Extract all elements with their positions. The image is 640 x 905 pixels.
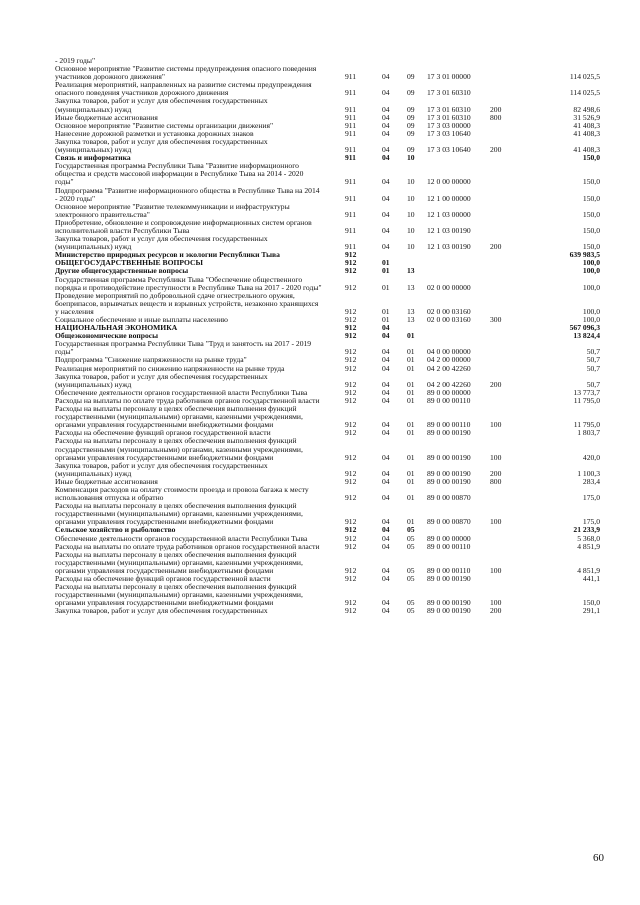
row-target-article: 17 3 01 60310 [427,88,471,98]
row-amount: 50,7 [586,379,600,389]
row-section-code: 04 [382,355,390,365]
row-amount: 13 773,7 [573,387,600,397]
row-name: Расходы на выплаты персоналу в целях обеспечения выполнения функций государственными (муниципальными) органами, казенными учреждениями, органами управления государственными внебюджетными фондами [55,501,303,527]
row-target-article: 89 0 00 00110 [427,541,471,551]
row-amount: 175,0 [582,517,600,527]
table-row [55,373,600,389]
row-name: Основное мероприятие "Развитие системы предупреждения опасного поведения участников дорожного движения" [55,64,317,82]
row-name: Нанесение дорожной разметки и установка дорожных знаков [55,128,254,138]
table-row [55,437,600,461]
row-subsection-code: 01 [407,493,415,503]
row-admin-code: 912 [345,468,357,478]
row-section-code: 04 [382,104,390,114]
row-amount: 41 408,3 [573,120,600,130]
table-row [55,583,600,607]
row-section-code: 04 [382,476,390,486]
row-name: Закупка товаров, работ и услуг для обеспечения государственных (муниципальных) нужд [55,136,268,155]
row-subsection-code: 13 [407,282,415,292]
row-section-code: 04 [382,323,390,333]
row-section-code: 01 [382,306,390,316]
row-name: НАЦИОНАЛЬНАЯ ЭКОНОМИКА [55,323,178,333]
row-target-article: 17 3 03 10640 [427,145,471,155]
row-admin-code: 912 [345,387,357,397]
row-section-code: 04 [382,468,390,478]
row-name: ОБЩЕГОСУДАРСТВЕННЫЕ ВОПРОСЫ [55,258,203,268]
row-target-article: 89 0 00 00000 [427,533,471,543]
row-name: Расходы на обеспечение функций органов государственной власти [55,574,271,583]
row-name: - 2019 годы" [55,56,96,65]
row-target-article: 04 2 00 42260 [427,363,471,373]
row-admin-code: 912 [345,493,357,503]
row-admin-code: 912 [345,315,357,324]
row-subsection-code: 01 [407,331,415,341]
row-subsection-code: 09 [407,145,415,155]
row-admin-code: 912 [345,476,357,486]
table-row [55,97,600,113]
table-row [55,405,600,429]
row-section-code: 04 [382,387,390,397]
row-subsection-code: 05 [407,541,415,551]
row-admin-code: 912 [345,517,357,527]
table-row [55,462,600,478]
row-name: Расходы на выплаты по оплате труда работников органов государственной власти [55,541,320,551]
table-row [55,340,600,356]
row-expense-type: 200 [490,145,502,155]
row-expense-type: 200 [490,468,502,478]
row-subsection-code: 13 [407,306,415,316]
row-amount: 4 851,9 [577,541,600,551]
row-subsection-code: 01 [407,347,415,357]
row-name: Основное мероприятие "Развитие телекоммуникации и инфраструктуры электронного правительства" [55,201,290,219]
row-admin-code: 912 [345,363,357,373]
row-amount: 4 851,9 [577,565,600,575]
row-expense-type: 800 [490,112,502,122]
row-target-article: 12 1 03 00190 [427,225,471,235]
row-amount: 114 025,5 [569,88,600,98]
row-amount: 100,0 [582,282,600,292]
row-name: Реализация мероприятий по снижению напряженности на рынке труда [55,363,285,373]
row-admin-code: 912 [345,606,357,616]
row-target-article: 12 1 00 00000 [427,193,471,203]
row-section-code: 04 [382,541,390,551]
row-admin-code: 911 [345,120,357,130]
row-name: Государственная программа Республики Тыва "Развитие информационного общества и средств массовой информации в Республике Тыва на 2014 - 2020 годы" [55,161,304,187]
row-amount: 11 795,0 [573,395,600,405]
budget-table [55,57,600,615]
row-name: Компенсация расходов на оплату стоимости проезда и провоза багажа к месту использования отпуска и обратно [55,484,309,503]
row-target-article: 17 3 03 00000 [427,120,471,130]
row-section-code: 04 [382,209,390,219]
row-name: Другие общегосударственные вопросы [55,266,189,276]
row-name: Реализация мероприятий, направленных на развитие системы предупреждения опасного поведения участников дорожного движения [55,80,312,98]
row-admin-code: 912 [345,525,357,535]
row-section-code: 04 [382,331,390,341]
row-admin-code: 911 [345,153,356,163]
page-number: 60 [593,852,604,864]
row-admin-code: 912 [345,250,357,260]
row-amount: 1 100,3 [577,468,600,478]
row-admin-code: 911 [345,225,357,235]
row-target-article: 89 0 00 00190 [427,452,471,462]
row-target-article: 89 0 00 00190 [427,468,471,478]
row-subsection-code: 10 [407,242,415,252]
row-amount: 150,0 [582,225,600,235]
row-name: Связь и информатика [55,153,131,163]
row-amount: 50,7 [586,355,600,365]
row-name: Расходы на выплаты персоналу в целях обеспечения выполнения функций государственными (муниципальными) органами, казенными учреждениями, органами управления государственными внебюджетными фондами [55,404,303,430]
row-section-code: 01 [382,258,390,268]
row-amount: 41 408,3 [573,128,600,138]
row-amount: 100,0 [582,258,600,268]
row-name: Расходы на выплаты по оплате труда работников органов государственной власти [55,395,320,405]
row-subsection-code: 05 [407,574,415,583]
row-section-code: 04 [382,606,390,616]
row-subsection-code: 05 [407,606,415,616]
row-admin-code: 912 [345,331,357,341]
row-target-article: 89 0 00 00870 [427,517,471,527]
row-name: Подпрограмма "Развитие информационного общества в Республике Тыва на 2014 - 2020 годы" [55,185,320,203]
row-target-article: 17 3 01 00000 [427,72,471,82]
row-amount: 50,7 [586,347,600,357]
row-section-code: 04 [382,225,390,235]
row-target-article: 12 0 00 00000 [427,177,471,187]
row-section-code: 04 [382,128,390,138]
row-section-code: 01 [382,266,390,276]
row-admin-code: 912 [345,395,357,405]
row-target-article: 04 0 00 00000 [427,347,471,357]
row-expense-type: 300 [490,315,502,324]
row-target-article: 12 1 03 00190 [427,242,471,252]
row-target-article: 89 0 00 00000 [427,387,471,397]
row-name: Расходы на выплаты персоналу в целях обеспечения выполнения функций государственными (муниципальными) органами, казенными учреждениями, органами управления государственными внебюджетными фондами [55,582,303,608]
row-name: Расходы на выплаты персоналу в целях обеспечения выполнения функций государственными (муниципальными) органами, казенными учреждениями, органами управления государственными внебюджетными фондами [55,549,303,575]
row-name: Закупка товаров, работ и услуг для обеспечения государственных (муниципальных) нужд [55,234,268,252]
row-amount: 21 233,9 [573,525,600,535]
row-amount: 13 824,4 [573,331,600,341]
row-name: Подпрограмма "Снижение напряженности на рынке труда" [55,355,247,365]
row-name: Обеспечение деятельности органов государственной власти Республики Тыва [55,533,308,543]
table-row [55,486,600,502]
row-admin-code: 912 [345,258,357,268]
table-row [55,219,600,235]
table-row [55,551,600,575]
row-name: Закупка товаров, работ и услуг для обеспечения государственных [55,606,268,616]
row-amount: 291,1 [582,606,600,616]
row-subsection-code: 09 [407,72,415,82]
row-section-code: 04 [382,452,390,462]
row-amount: 150,0 [582,209,600,219]
row-section-code: 04 [382,574,390,583]
row-admin-code: 911 [345,209,357,219]
row-amount: 283,4 [582,476,600,486]
row-amount: 41 408,3 [573,145,600,155]
row-name: Иные бюджетные ассигнования [55,112,158,122]
row-subsection-code: 05 [407,598,415,608]
row-admin-code: 912 [345,565,357,575]
row-target-article: 12 1 03 00000 [427,209,471,219]
row-expense-type: 200 [490,379,502,389]
table-row [55,203,600,219]
row-section-code: 04 [382,112,390,122]
row-amount: 150,0 [582,598,600,608]
row-amount: 31 526,9 [573,112,600,122]
row-amount: 441,1 [582,574,600,583]
row-name: Закупка товаров, работ и услуг для обеспечения государственных (муниципальных) нужд [55,371,268,389]
row-admin-code: 912 [345,347,357,357]
row-target-article: 89 0 00 00190 [427,428,471,438]
row-subsection-code: 10 [407,153,415,163]
row-name: Государственная программа Республики Тыва "Труд и занятость на 2017 - 2019 годы" [55,339,312,357]
row-section-code: 04 [382,242,390,252]
row-admin-code: 911 [345,177,357,187]
row-amount: 50,7 [586,363,600,373]
row-target-article: 89 0 00 00110 [427,395,471,405]
row-admin-code: 912 [345,306,357,316]
row-name: Проведение мероприятий по добровольной сдаче огнестрельного оружия, боеприпасов, взрывчатых веществ и взрывных устройств, незаконно хранящихся у населения [55,290,319,316]
row-admin-code: 911 [345,88,357,98]
row-admin-code: 912 [345,541,357,551]
row-admin-code: 911 [345,128,357,138]
row-subsection-code: 05 [407,525,415,535]
row-target-article: 02 0 00 03160 [427,306,471,316]
row-section-code: 04 [382,153,390,163]
row-amount: 1 803,7 [577,428,600,438]
row-amount: 150,0 [582,193,600,203]
row-amount: 100,0 [582,306,600,316]
row-section-code: 01 [382,315,390,324]
row-name: Расходы на обеспечение функций органов государственной власти [55,428,271,438]
row-name: Закупка товаров, работ и услуг для обеспечения государственных (муниципальных) нужд [55,96,268,114]
row-expense-type: 100 [490,565,502,575]
row-section-code: 04 [382,517,390,527]
table-row [55,138,600,154]
row-expense-type: 200 [490,104,502,114]
row-section-code: 04 [382,420,390,430]
row-subsection-code: 09 [407,120,415,130]
table-row [55,187,600,203]
row-amount: 175,0 [582,493,600,503]
row-target-article: 89 0 00 00870 [427,493,471,503]
row-subsection-code: 01 [407,395,415,405]
row-target-article: 17 3 01 60310 [427,112,471,122]
row-name: Сельское хозяйство и рыболовство [55,525,176,535]
row-name: Закупка товаров, работ и услуг для обеспечения государственных (муниципальных) нужд [55,460,268,478]
table-row [55,276,600,292]
row-section-code: 04 [382,145,390,155]
row-section-code: 04 [382,598,390,608]
row-expense-type: 800 [490,476,502,486]
row-subsection-code: 01 [407,476,415,486]
row-amount: 150,0 [582,177,600,187]
row-subsection-code: 09 [407,128,415,138]
row-admin-code: 911 [345,72,357,82]
row-amount: 567 096,3 [569,323,600,333]
row-admin-code: 911 [345,145,357,155]
row-amount: 11 795,0 [573,420,600,430]
row-amount: 114 025,5 [569,72,600,82]
table-row [55,607,600,615]
row-section-code: 04 [382,493,390,503]
row-subsection-code: 10 [407,177,415,187]
row-subsection-code: 13 [407,315,415,324]
row-section-code: 04 [382,395,390,405]
row-name: Общеэкономические вопросы [55,331,159,341]
row-subsection-code: 01 [407,363,415,373]
row-subsection-code: 01 [407,452,415,462]
table-row [55,292,600,316]
row-amount: 5 368,0 [577,533,600,543]
table-row [55,81,600,97]
table-row [55,162,600,186]
row-admin-code: 911 [345,193,357,203]
row-expense-type: 100 [490,598,502,608]
row-target-article: 17 3 03 10640 [427,128,471,138]
row-admin-code: 912 [345,355,357,365]
row-subsection-code: 10 [407,193,415,203]
row-name: Государственная программа Республики Тыва "Обеспечение общественного порядка и противодействие преступности в Республике Тыва на 2017 - 2020 годы" [55,274,322,292]
row-target-article: 89 0 00 00110 [427,420,471,430]
row-admin-code: 911 [345,242,357,252]
row-target-article: 04 2 00 00000 [427,355,471,365]
table-row [55,65,600,81]
row-section-code: 04 [382,379,390,389]
row-section-code: 04 [382,363,390,373]
row-subsection-code: 10 [407,225,415,235]
row-amount: 150,0 [582,242,600,252]
row-section-code: 04 [382,88,390,98]
row-target-article: 89 0 00 00190 [427,476,471,486]
row-admin-code: 912 [345,379,357,389]
row-subsection-code: 13 [407,266,415,276]
row-subsection-code: 01 [407,428,415,438]
row-subsection-code: 05 [407,533,415,543]
row-name: Обеспечение деятельности органов государственной власти Республики Тыва [55,387,308,397]
row-section-code: 04 [382,193,390,203]
table-row [55,502,600,526]
row-admin-code: 912 [345,428,357,438]
row-section-code: 04 [382,347,390,357]
row-subsection-code: 09 [407,88,415,98]
row-admin-code: 911 [345,104,357,114]
row-target-article: 04 2 00 42260 [427,379,471,389]
row-amount: 150,0 [582,153,600,163]
row-amount: 420,0 [582,452,600,462]
row-admin-code: 912 [345,282,357,292]
row-section-code: 04 [382,565,390,575]
row-section-code: 01 [382,282,390,292]
row-admin-code: 912 [345,266,357,276]
row-section-code: 04 [382,428,390,438]
row-name: Основное мероприятие "Развитие системы организации движения" [55,120,274,130]
row-target-article: 89 0 00 00190 [427,574,471,583]
row-name: Социальное обеспечение и иные выплаты населению [55,315,228,324]
row-admin-code: 912 [345,420,357,430]
row-section-code: 04 [382,525,390,535]
row-expense-type: 100 [490,517,502,527]
row-expense-type: 100 [490,420,502,430]
row-amount: 82 498,6 [573,104,600,114]
row-section-code: 04 [382,533,390,543]
row-name: Иные бюджетные ассигнования [55,476,158,486]
row-section-code: 04 [382,120,390,130]
row-expense-type: 200 [490,606,502,616]
row-subsection-code: 01 [407,379,415,389]
row-subsection-code: 01 [407,517,415,527]
row-subsection-code: 01 [407,355,415,365]
row-subsection-code: 10 [407,209,415,219]
row-target-article: 89 0 00 00190 [427,598,471,608]
row-subsection-code: 05 [407,565,415,575]
row-subsection-code: 01 [407,387,415,397]
row-admin-code: 912 [345,574,357,583]
row-target-article: 89 0 00 00190 [427,606,471,616]
row-amount: 100,0 [582,315,600,324]
row-admin-code: 911 [345,112,357,122]
table-row [55,235,600,251]
row-target-article: 02 0 00 03160 [427,315,471,324]
row-target-article: 89 0 00 00110 [427,565,471,575]
row-target-article: 17 3 01 60310 [427,104,471,114]
row-admin-code: 912 [345,452,357,462]
row-target-article: 02 0 00 00000 [427,282,471,292]
row-admin-code: 912 [345,598,357,608]
row-amount: 639 983,5 [569,250,600,260]
row-admin-code: 912 [345,533,357,543]
row-name: Министерство природных ресурсов и экологии Республики Тыва [55,250,280,260]
row-subsection-code: 01 [407,468,415,478]
row-expense-type: 100 [490,452,502,462]
row-subsection-code: 01 [407,420,415,430]
row-subsection-code: 09 [407,104,415,114]
row-subsection-code: 09 [407,112,415,122]
row-expense-type: 200 [490,242,502,252]
row-name: Приобретение, обновление и сопровождение информационных систем органов исполнительной власти Республики Тыва [55,217,312,235]
row-section-code: 04 [382,177,390,187]
row-admin-code: 912 [345,323,357,333]
row-amount: 100,0 [582,266,600,276]
row-section-code: 04 [382,72,390,82]
row-name: Расходы на выплаты персоналу в целях обеспечения выполнения функций государственными (муниципальными) органами, казенными учреждениями, органами управления государственными внебюджетными фондами [55,436,303,462]
